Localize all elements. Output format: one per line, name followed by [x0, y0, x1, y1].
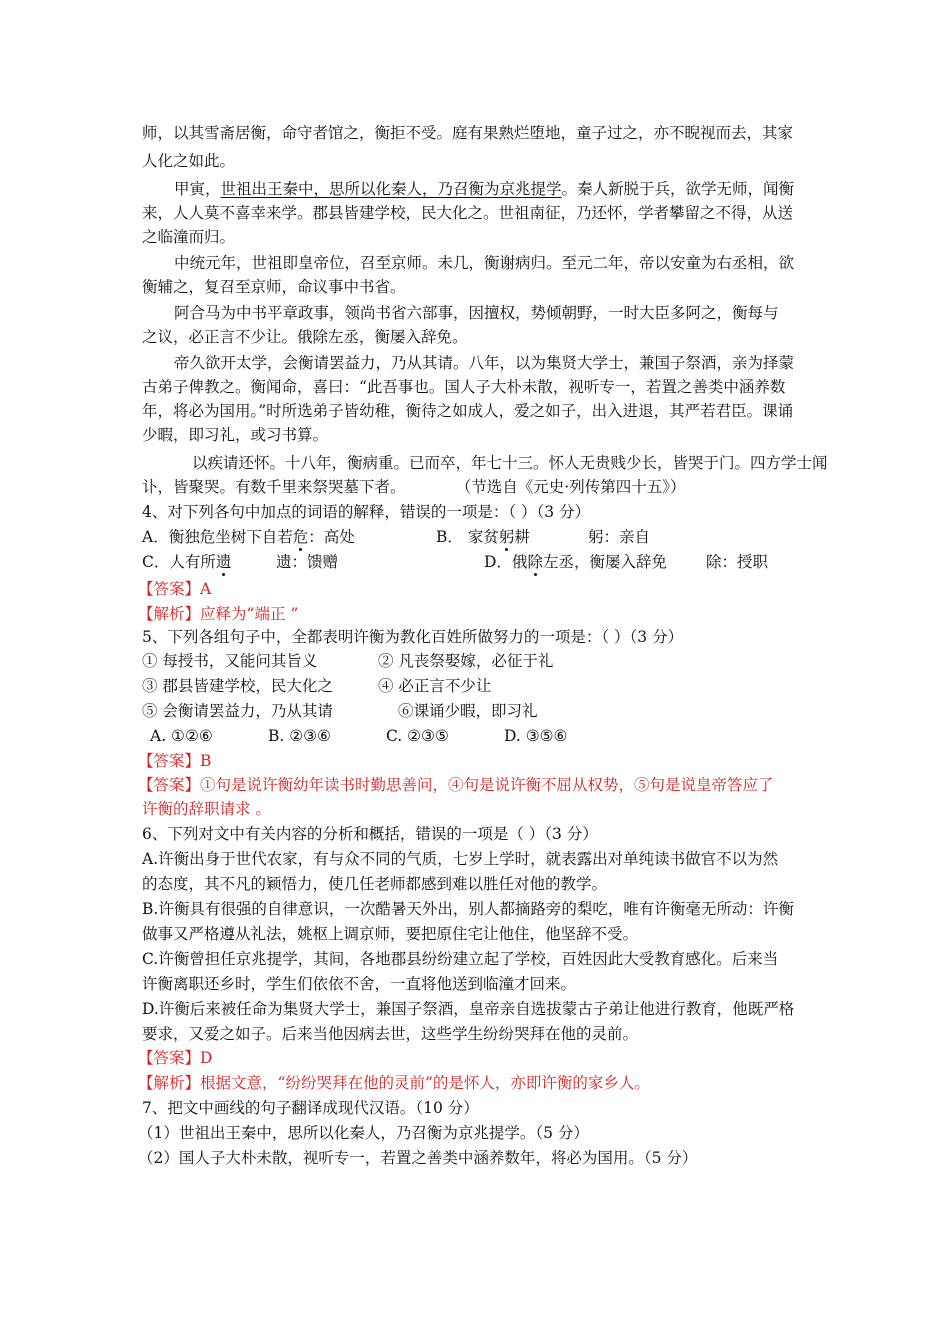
option-c-note: 遗：馈赠: [276, 553, 339, 571]
option-a: 的态度，其不凡的颖悟力，使几任老师都感到难以胜任对他的教学。: [142, 875, 608, 893]
passage-line: 甲寅，世祖出王秦中，思所以化秦人，乃召衡为京兆提学。秦人新脱于兵，欲学无师，闻衡: [174, 180, 795, 198]
analysis-line: 【解析】根据文意，“纷纷哭拜在他的灵前”的是怀人，亦即许衡的家乡人。: [138, 1074, 650, 1092]
list-item: ④ 必正言不少让: [378, 677, 492, 695]
option-b: B. ②③⑥: [268, 727, 331, 745]
passage-line: 古弟子俾教之。衡闻命，喜曰：“此吾事也。国人子大朴未散，视听专一，若置之善类中涵养数: [142, 378, 786, 396]
underlined-sentence: 世祖出王秦中，思所以化秦人，乃召衡为京兆提学: [220, 180, 562, 198]
list-item: ③ 郡县皆建学校，民大化之: [142, 677, 333, 695]
passage-line: 阿合马为中书平章政事，领尚书省六部事，因擅权，势倾朝野，一时大臣多阿之，衡每与: [174, 304, 779, 322]
translation-item: （1）世祖出王秦中，思所以化秦人，乃召衡为京兆提学。（5 分）: [138, 1124, 589, 1142]
option-d: D.许衡后来被任命为集贤大学士，兼国子祭酒，皇帝亲自选拔蒙古子弟让他进行教育，他既严格: [142, 1000, 795, 1018]
option-d: D．俄除左丞，衡屡入辞免: [484, 553, 667, 571]
translation-item: （2）国人子大朴未散，视听专一，若置之善类中涵养数年，将必为国用。（5 分）: [138, 1149, 698, 1167]
option-a: A.许衡出身于世代农家，有与众不同的气质，七岁上学时，就表露出对单纯读书做官不以为然: [142, 850, 779, 868]
passage-line: 师，以其雪斋居衡，命守者馆之，衡拒不受。庭有果熟烂堕地，童子过之，亦不睨视而去，其家: [142, 124, 794, 142]
dotted-char: 躬: [498, 528, 515, 546]
list-item: ② 凡丧祭娶嫁，必征于礼: [378, 652, 554, 670]
list-item: ⑤ 会衡请罢益力，乃从其请: [142, 702, 333, 720]
passage-line: 年，将必为国用。”时所选弟子皆幼稚，衡待之如成人，爱之如子，出入进退，其严若君臣。课诵: [142, 402, 794, 420]
dotted-char: 除: [527, 553, 543, 571]
question-stem: 6、下列对文中有关内容的分析和概括，错误的一项是（ ）（3 分）: [142, 825, 598, 843]
answer-line: 【答案】A: [138, 580, 212, 598]
passage-line: 来，人人莫不喜幸来学。郡县皆建学校，民大化之。世祖南征，乃还怀，学者攀留之不得，从送: [142, 204, 794, 222]
question-stem: 5、下列各组句子中，全都表明许衡为教化百姓所做努力的一项是：（ ）（3 分）: [142, 628, 684, 646]
dotted-char: 危: [292, 528, 309, 546]
dotted-char: 遗: [215, 553, 232, 571]
option-c: C．人有所遗: [142, 553, 232, 571]
passage-line: 少暇，即习礼，或习书算。: [142, 426, 329, 444]
answer-line: 【答案】D: [138, 1049, 213, 1067]
passage-line: 之议，必正言不少让。俄除左丞，衡屡入辞免。: [142, 328, 468, 346]
option-b: B． 家贫躬耕: [436, 528, 530, 546]
option-c: C.许衡曾担任京兆提学，其间，各地郡县纷纷建立起了学校，百姓因此大受教育感化。后来当: [142, 950, 779, 968]
passage-source: （节选自《元史·列传第四十五》）: [463, 478, 686, 496]
passage-line: 帝久欲开太学，会衡请罢益力，乃从其请。八年，以为集贤大学士，兼国子祭酒，亲为择蒙: [174, 354, 795, 372]
question-stem: 4、对下列各句中加点的词语的解释，错误的一项是：（ ）（3 分）: [142, 503, 591, 521]
option-c: C. ②③⑤: [386, 727, 449, 745]
option-d-note: 除：授职: [706, 553, 769, 571]
analysis-line: 【答案】①句是说许衡幼年读书时勤思善问，④句是说许衡不屈从权势，⑤句是说皇帝答应了: [138, 776, 774, 794]
passage-line: 人化之如此。: [142, 152, 236, 170]
option-d: 要求，又爱之如子。后来当他因病去世，这些学生纷纷哭拜在他的灵前。: [142, 1025, 639, 1043]
option-a: A. ①②⑥: [150, 727, 213, 745]
question-stem: 7、把文中画线的句子翻译成现代汉语。（10 分）: [142, 1099, 479, 1117]
option-d: D. ③⑤⑥: [504, 727, 568, 745]
analysis-line: 【解析】应释为“端正 ”: [138, 605, 299, 623]
analysis-line: 许衡的辞职请求 。: [142, 800, 271, 818]
passage-line: 之临潼而归。: [142, 228, 236, 246]
option-b: 做事又严格遵从礼法，姚枢上调京师，要把原住宅让他住，他坚辞不受。: [142, 925, 639, 943]
option-b-note: 躬：亲自: [588, 528, 651, 546]
passage-line: 中统元年，世祖即皇帝位，召至京师。未几，衡谢病归。至元二年，帝以安童为右丞相，欲: [174, 254, 795, 272]
answer-line: 【答案】B: [138, 752, 212, 770]
list-item: ① 每授书，又能问其旨义: [142, 652, 318, 670]
option-c: 许衡离职还乡时，学生们依依不舍，一直将他送到临潼才回来。: [142, 975, 577, 993]
option-a: A．衡独危坐树下自若危：高处: [142, 528, 355, 546]
passage-line: 衡辅之，复召至京师，命议事中书省。: [142, 278, 406, 296]
passage-line: 讣，皆聚哭。有数千里来祭哭墓下者。 （节选自《元史·列传第四十五》）: [142, 478, 686, 496]
list-item: ⑥课诵少暇，即习礼: [398, 702, 538, 720]
passage-line: 以疾请还怀。十八年，衡病重。已而卒，年七十三。怀人无贵贱少长，皆哭于门。四方学士闻: [192, 454, 828, 472]
option-b: B.许衡具有很强的自律意识，一次酷暑天外出，别人都摘路旁的梨吃，唯有许衡毫无所动：许衡: [142, 900, 794, 918]
